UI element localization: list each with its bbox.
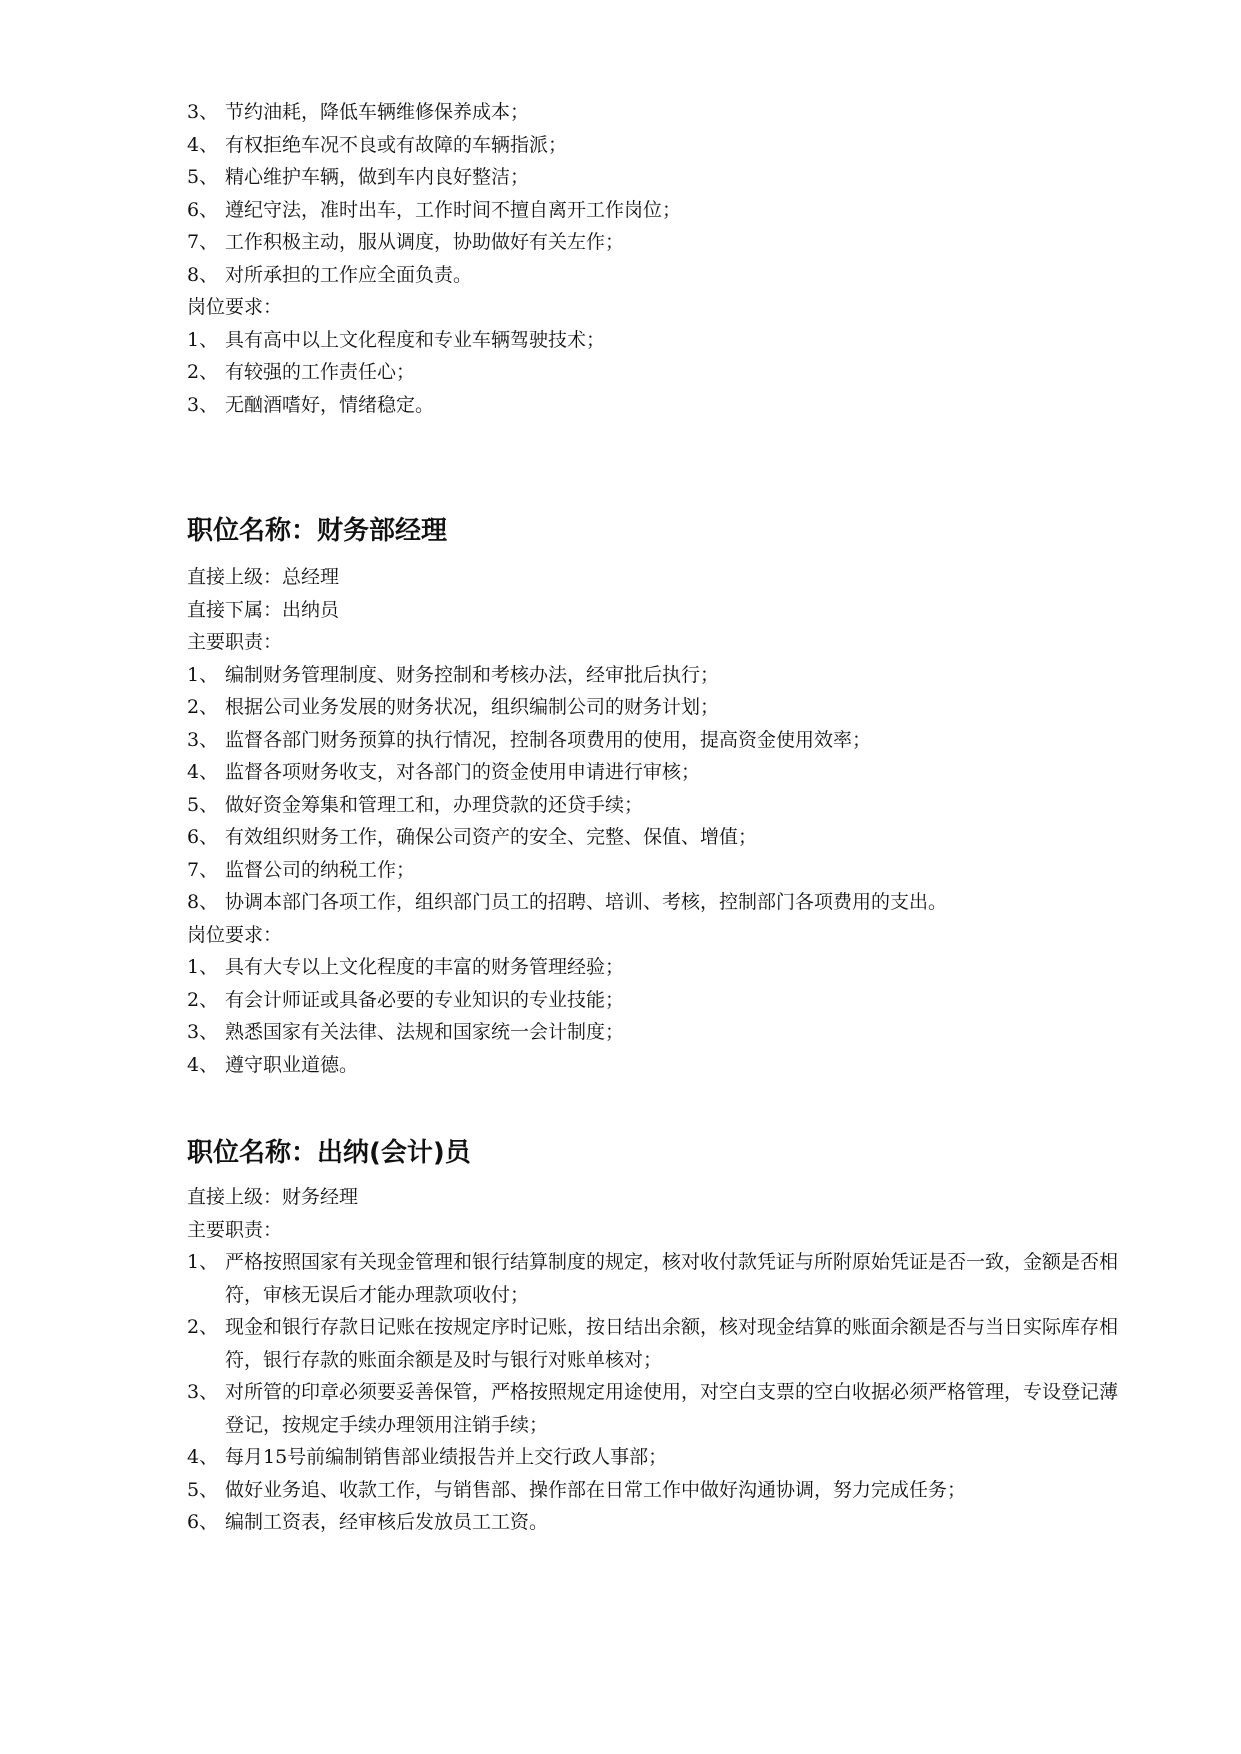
list-item: 7、 监督公司的纳税工作； [187, 858, 416, 881]
list-item: 2、 现金和银行存款日记账在按规定序时记账，按日结出余额，核对现金结算的账面余额是否与当日实际库存相符，银行存款的账面余额是及时与银行对账单核对； [187, 1316, 1119, 1371]
list-item: 7、 工作积极主动，服从调度，协助做好有关左作； [187, 231, 625, 253]
list-item: 4、 有权拒绝车况不良或有故障的车辆指派； [187, 133, 568, 156]
list-item: 3、 节约油耗，降低车辆维修保养成本； [187, 101, 530, 123]
section-title-cashier: 职位名称：出纳(会计)员 [187, 1138, 471, 1168]
direct-superior: 直接上级：财务经理 [187, 1186, 359, 1208]
requirements-label: 岗位要求： [187, 296, 283, 318]
cashier-duties-list [187, 1246, 1121, 1539]
list-item: 5、 精心维护车辆，做到车内良好整洁； [187, 166, 530, 188]
finance-manager-requirements-list [187, 951, 1121, 1081]
list-item: 3、 无酗酒嗜好，情绪稳定。 [187, 393, 435, 416]
section-title-finance-manager: 职位名称：财务部经理 [187, 516, 448, 546]
list-item: 1、 编制财务管理制度、财务控制和考核办法，经审批后执行； [187, 663, 720, 686]
duties-label: 主要职责： [187, 631, 283, 653]
list-item: 5、 做好资金筹集和管理工和，办理贷款的还贷手续； [187, 793, 644, 816]
list-item: 6、 编制工资表，经审核后发放员工工资。 [187, 1511, 549, 1533]
driver-duties-list [187, 96, 1121, 291]
list-item: 8、 对所承担的工作应全面负责。 [187, 263, 473, 286]
list-item: 8、 协调本部门各项工作，组织部门员工的招聘、培训、考核，控制部门各项费用的支出。 [187, 891, 948, 913]
list-item: 3、 熟悉国家有关法律、法规和国家统一会计制度； [187, 1021, 625, 1043]
direct-subordinate: 直接下属：出纳员 [187, 598, 340, 621]
finance-manager-duties-list [187, 659, 1121, 919]
list-item: 1、 具有大专以上文化程度的丰富的财务管理经验； [187, 956, 625, 978]
driver-requirements-list [187, 324, 1121, 422]
list-item: 6、 有效组织财务工作，确保公司资产的安全、完整、保值、增值； [187, 826, 758, 848]
list-item: 1、 严格按照国家有关现金管理和银行结算制度的规定，核对收付款凭证与所附原始凭证是否一致，金额是否相符，审核无误后才能办理款项收付； [187, 1251, 1119, 1306]
list-item: 3、 对所管的印章必须要妥善保管，严格按照规定用途使用，对空白支票的空白收据必须严格管理，专设登记薄登记，按规定手续办理领用注销手续； [187, 1381, 1119, 1436]
list-item: 1、 具有高中以上文化程度和专业车辆驾驶技术； [187, 328, 606, 351]
list-item: 2、 有较强的工作责任心； [187, 361, 416, 383]
duties-label: 主要职责： [187, 1218, 283, 1241]
list-item: 4、 监督各项财务收支，对各部门的资金使用申请进行审核； [187, 761, 701, 783]
list-item: 3、 监督各部门财务预算的执行情况，控制各项费用的使用，提高资金使用效率； [187, 728, 872, 751]
list-item: 4、 遵守职业道德。 [187, 1053, 359, 1076]
list-item: 4、 每月15号前编制销售部业绩报告并上交行政人事部； [187, 1446, 668, 1468]
list-item: 2、 根据公司业务发展的财务状况，组织编制公司的财务计划； [187, 696, 720, 718]
list-item: 2、 有会计师证或具备必要的专业知识的专业技能； [187, 988, 625, 1011]
direct-superior: 直接上级：总经理 [187, 566, 340, 588]
list-item: 6、 遵纪守法，准时出车，工作时间不擅自离开工作岗位； [187, 198, 682, 221]
requirements-label: 岗位要求： [187, 923, 283, 946]
list-item: 5、 做好业务追、收款工作，与销售部、操作部在日常工作中做好沟通协调，努力完成任务； [187, 1478, 967, 1501]
